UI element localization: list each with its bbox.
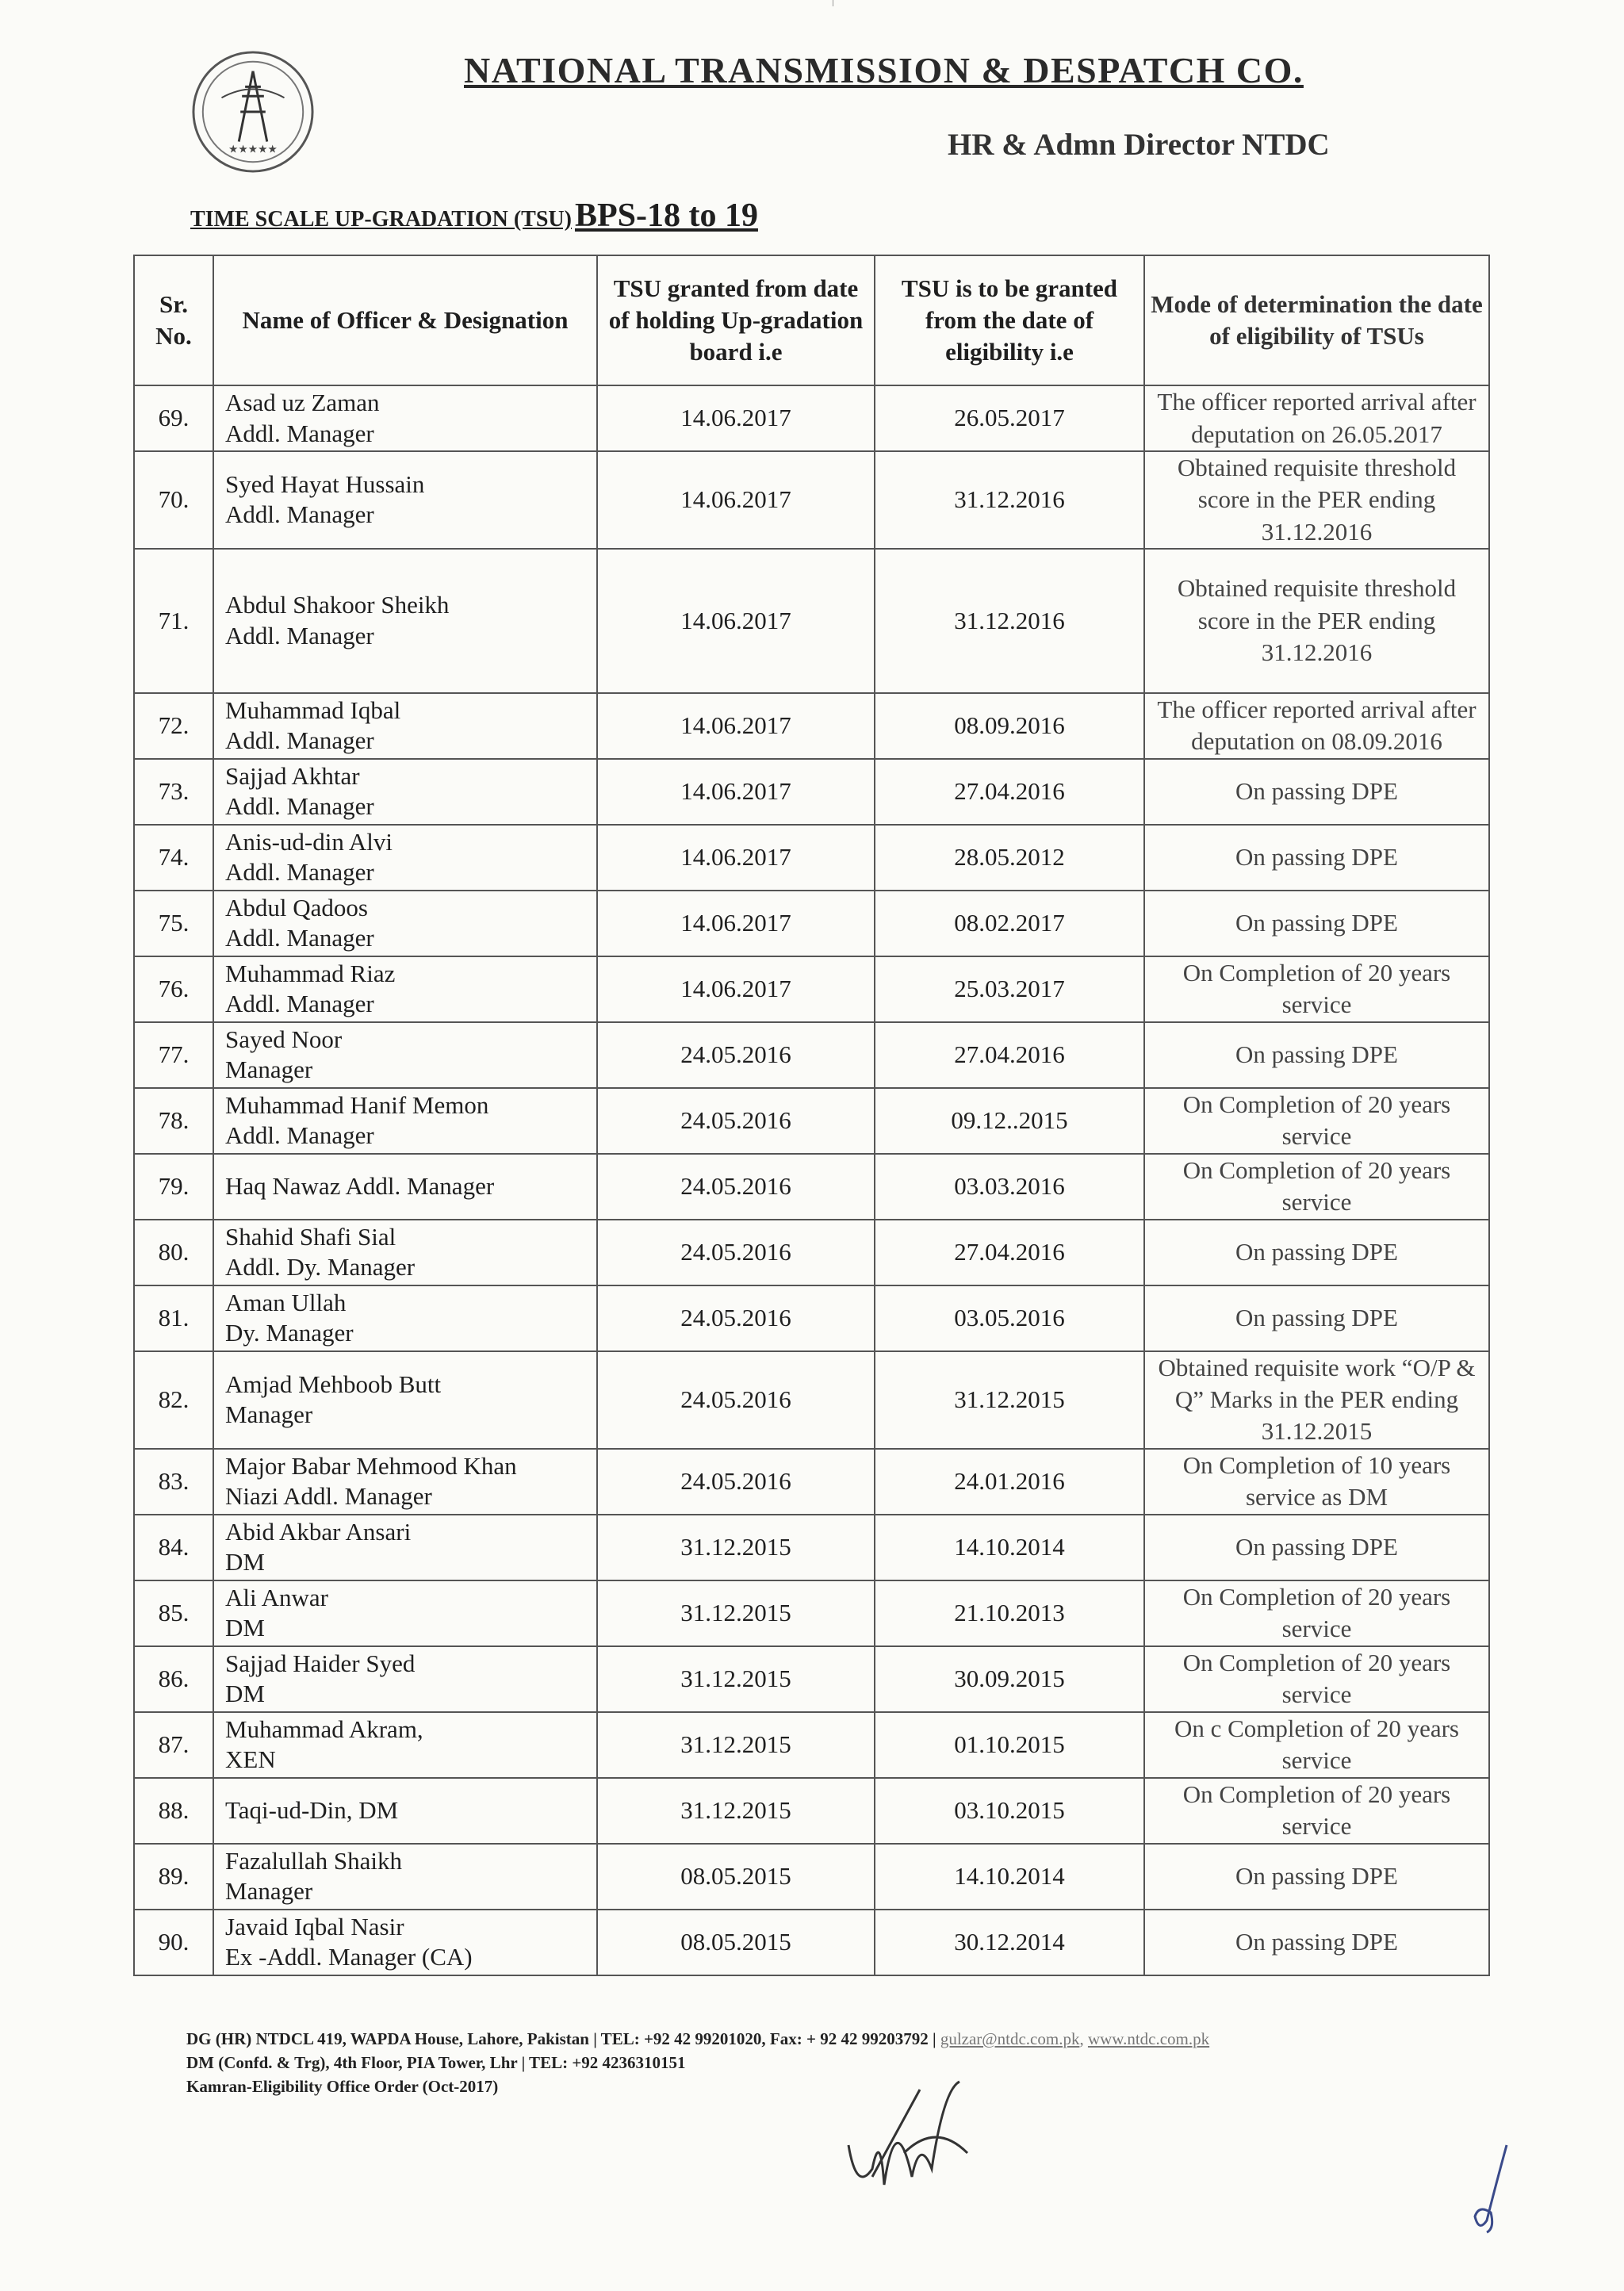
table-row xyxy=(134,385,1489,451)
row-serial: 78. xyxy=(134,1088,213,1154)
officer-designation: Addl. Dy. Manager xyxy=(225,1253,416,1282)
row-date-eligible: 27.04.2016 xyxy=(875,759,1144,825)
row-mode: Obtained requisite work “O/P & Q” Marks in the PER ending 31.12.2015 xyxy=(1144,1351,1489,1449)
officer-name: Sajjad Akhtar xyxy=(225,761,360,790)
row-mode: On passing DPE xyxy=(1144,1515,1489,1580)
row-date-granted: 31.12.2015 xyxy=(597,1778,875,1844)
row-officer-name xyxy=(213,549,597,693)
footer-separator: , xyxy=(1079,2029,1088,2048)
row-date-eligible: 09.12..2015 xyxy=(875,1088,1144,1154)
row-mode: On passing DPE xyxy=(1144,1220,1489,1285)
heading-bps: BPS-18 to 19 xyxy=(574,197,758,234)
row-date-eligible: 08.02.2017 xyxy=(875,891,1144,956)
officer-name: Asad uz Zaman xyxy=(225,388,380,416)
row-mode: On Completion of 20 years service xyxy=(1144,1088,1489,1154)
row-date-granted: 08.05.2015 xyxy=(597,1844,875,1910)
footer-website-link[interactable]: www.ntdc.com.pk xyxy=(1087,2029,1210,2048)
officer-designation: Addl. Manager xyxy=(225,621,374,649)
officer-name: Amjad Mehboob Butt xyxy=(225,1370,442,1398)
row-mode: On Completion of 20 years service xyxy=(1144,956,1489,1022)
row-mode: On c Completion of 20 years service xyxy=(1144,1712,1489,1778)
ntdc-logo-icon xyxy=(190,49,316,174)
table-row xyxy=(134,759,1489,825)
footer-line-2: DM (Confd. & Trg), 4th Floor, PIA Tower, Lhr | TEL: +92 4236310151 xyxy=(186,2052,686,2072)
officer-name: Muhammad Akram, xyxy=(225,1714,423,1743)
row-date-granted: 24.05.2016 xyxy=(597,1449,875,1515)
table-row xyxy=(134,451,1489,549)
officer-designation: Addl. Manager xyxy=(225,419,374,447)
row-date-granted: 31.12.2015 xyxy=(597,1515,875,1580)
row-mode: On Completion of 20 years service xyxy=(1144,1580,1489,1646)
tsu-table xyxy=(133,255,1490,1976)
row-serial: 73. xyxy=(134,759,213,825)
row-date-eligible: 31.12.2015 xyxy=(875,1351,1144,1449)
officer-designation: Addl. Manager xyxy=(225,990,374,1018)
row-date-eligible: 03.05.2016 xyxy=(875,1285,1144,1351)
row-serial: 79. xyxy=(134,1154,213,1220)
row-officer-name xyxy=(213,759,597,825)
row-serial: 84. xyxy=(134,1515,213,1580)
row-date-eligible: 30.09.2015 xyxy=(875,1646,1144,1712)
row-mode: On Completion of 20 years service xyxy=(1144,1646,1489,1712)
row-date-eligible: 21.10.2013 xyxy=(875,1580,1144,1646)
row-officer-name xyxy=(213,693,597,759)
svg-text:★★★★★: ★★★★★ xyxy=(228,143,278,156)
officer-designation: DM xyxy=(225,1680,265,1708)
row-date-eligible: 27.04.2016 xyxy=(875,1022,1144,1088)
row-serial: 87. xyxy=(134,1712,213,1778)
officer-name: Abdul Shakoor Sheikh xyxy=(225,591,450,619)
row-date-eligible: 31.12.2016 xyxy=(875,451,1144,549)
officer-designation: XEN xyxy=(225,1745,276,1774)
row-date-eligible: 03.03.2016 xyxy=(875,1154,1144,1220)
officer-designation: Addl. Manager xyxy=(225,924,374,952)
table-row xyxy=(134,1580,1489,1646)
officer-designation: Manager xyxy=(225,1400,313,1429)
row-officer-name xyxy=(213,1154,597,1220)
row-officer-name xyxy=(213,1712,597,1778)
officer-name: Ali Anwar xyxy=(225,1583,329,1611)
table-row xyxy=(134,1220,1489,1285)
row-officer-name xyxy=(213,1449,597,1515)
officer-name: Sajjad Haider Syed xyxy=(225,1649,416,1677)
table-body xyxy=(134,385,1489,1975)
row-serial: 89. xyxy=(134,1844,213,1910)
officer-designation: Manager xyxy=(225,1055,313,1084)
officer-name: Syed Hayat Hussain xyxy=(225,469,425,498)
row-mode: On passing DPE xyxy=(1144,1844,1489,1910)
signature-icon xyxy=(825,2058,999,2209)
row-mode: On passing DPE xyxy=(1144,891,1489,956)
row-date-granted: 24.05.2016 xyxy=(597,1351,875,1449)
footer-line-3: Kamran-Eligibility Office Order (Oct-2017) xyxy=(186,2076,499,2096)
row-officer-name xyxy=(213,1646,597,1712)
table-row xyxy=(134,1778,1489,1844)
row-serial: 70. xyxy=(134,451,213,549)
table-row xyxy=(134,1022,1489,1088)
row-officer-name xyxy=(213,1088,597,1154)
table-row xyxy=(134,1844,1489,1910)
row-officer-name xyxy=(213,825,597,891)
row-serial: 77. xyxy=(134,1022,213,1088)
table-row xyxy=(134,1154,1489,1220)
row-date-eligible: 26.05.2017 xyxy=(875,385,1144,451)
row-date-eligible: 28.05.2012 xyxy=(875,825,1144,891)
table-row xyxy=(134,1712,1489,1778)
row-serial: 74. xyxy=(134,825,213,891)
row-date-granted: 14.06.2017 xyxy=(597,825,875,891)
row-mode: The officer reported arrival after deputation on 08.09.2016 xyxy=(1144,693,1489,759)
table-row xyxy=(134,1515,1489,1580)
officer-designation: Addl. Manager xyxy=(225,500,374,529)
table-row xyxy=(134,1351,1489,1449)
table-row xyxy=(134,1449,1489,1515)
row-date-granted: 14.06.2017 xyxy=(597,693,875,759)
row-date-granted: 31.12.2015 xyxy=(597,1646,875,1712)
table-row xyxy=(134,693,1489,759)
header-granted: TSU granted from date of holding Up-gradation board i.e xyxy=(597,255,875,385)
row-serial: 86. xyxy=(134,1646,213,1712)
table-row xyxy=(134,1285,1489,1351)
row-officer-name xyxy=(213,1515,597,1580)
footer-line-1 xyxy=(186,2028,1209,2052)
row-date-granted: 14.06.2017 xyxy=(597,451,875,549)
row-officer-name xyxy=(213,451,597,549)
row-serial: 88. xyxy=(134,1778,213,1844)
row-date-eligible: 25.03.2017 xyxy=(875,956,1144,1022)
footer-email-link[interactable]: gulzar@ntdc.com.pk xyxy=(940,2029,1080,2048)
officer-designation: Ex -Addl. Manager (CA) xyxy=(225,1943,473,1971)
officer-designation: Niazi Addl. Manager xyxy=(225,1482,432,1511)
row-officer-name xyxy=(213,385,597,451)
header-mode: Mode of determination the date of eligibility of TSUs xyxy=(1144,255,1489,385)
row-date-granted: 31.12.2015 xyxy=(597,1712,875,1778)
row-date-granted: 14.06.2017 xyxy=(597,385,875,451)
officer-name: Anis-ud-din Alvi xyxy=(225,827,393,856)
row-mode: On Completion of 20 years service xyxy=(1144,1778,1489,1844)
row-serial: 82. xyxy=(134,1351,213,1449)
row-mode: On passing DPE xyxy=(1144,1910,1489,1975)
footer-address-1: DG (HR) NTDCL 419, WAPDA House, Lahore, Pakistan | TEL: +92 42 99201020, Fax: + 92 42 99203792 | xyxy=(186,2029,940,2048)
row-serial: 81. xyxy=(134,1285,213,1351)
table-row xyxy=(134,549,1489,693)
row-mode: On passing DPE xyxy=(1144,825,1489,891)
organization-title: NATIONAL TRANSMISSION & DESPATCH CO. xyxy=(464,50,1304,90)
row-officer-name xyxy=(213,1351,597,1449)
officer-name: Shahid Shafi Sial xyxy=(225,1222,396,1251)
row-mode: On passing DPE xyxy=(1144,759,1489,825)
row-date-granted: 24.05.2016 xyxy=(597,1154,875,1220)
row-serial: 72. xyxy=(134,693,213,759)
row-date-eligible: 24.01.2016 xyxy=(875,1449,1144,1515)
header-sr: Sr. No. xyxy=(134,255,213,385)
officer-name: Abdul Qadoos xyxy=(225,893,368,921)
table-row xyxy=(134,891,1489,956)
row-date-granted: 14.06.2017 xyxy=(597,956,875,1022)
department-subtitle: HR & Admn Director NTDC xyxy=(948,128,1330,162)
row-date-granted: 08.05.2015 xyxy=(597,1910,875,1975)
officer-designation: Addl. Manager xyxy=(225,1121,374,1150)
row-serial: 69. xyxy=(134,385,213,451)
document-heading xyxy=(190,197,758,235)
row-mode: On Completion of 20 years service xyxy=(1144,1154,1489,1220)
row-date-granted: 24.05.2016 xyxy=(597,1220,875,1285)
officer-designation: DM xyxy=(225,1614,265,1642)
row-date-granted: 31.12.2015 xyxy=(597,1580,875,1646)
officer-name: Haq Nawaz Addl. Manager xyxy=(225,1172,495,1201)
table-row xyxy=(134,1088,1489,1154)
officer-designation: Addl. Manager xyxy=(225,726,374,755)
table-row xyxy=(134,1646,1489,1712)
officer-name: Abid Akbar Ansari xyxy=(225,1517,412,1546)
table-row xyxy=(134,1910,1489,1975)
row-date-eligible: 03.10.2015 xyxy=(875,1778,1144,1844)
row-mode: On passing DPE xyxy=(1144,1285,1489,1351)
officer-name: Sayed Noor xyxy=(225,1025,343,1053)
row-mode: On passing DPE xyxy=(1144,1022,1489,1088)
row-date-eligible: 14.10.2014 xyxy=(875,1515,1144,1580)
row-date-eligible: 31.12.2016 xyxy=(875,549,1144,693)
officer-name: Muhammad Iqbal xyxy=(225,695,401,724)
heading-tsu: TIME SCALE UP-GRADATION (TSU) xyxy=(190,207,572,232)
officer-name: Javaid Iqbal Nasir xyxy=(225,1912,404,1940)
row-officer-name xyxy=(213,1580,597,1646)
row-date-granted: 24.05.2016 xyxy=(597,1022,875,1088)
footer xyxy=(186,2028,1209,2098)
row-serial: 71. xyxy=(134,549,213,693)
row-serial: 83. xyxy=(134,1449,213,1515)
officer-designation: DM xyxy=(225,1548,265,1576)
row-date-eligible: 01.10.2015 xyxy=(875,1712,1144,1778)
row-officer-name xyxy=(213,1220,597,1285)
row-mode: Obtained requisite threshold score in the PER ending 31.12.2016 xyxy=(1144,451,1489,549)
row-serial: 85. xyxy=(134,1580,213,1646)
row-date-granted: 24.05.2016 xyxy=(597,1285,875,1351)
row-date-eligible: 30.12.2014 xyxy=(875,1910,1144,1975)
table-row xyxy=(134,825,1489,891)
row-mode: The officer reported arrival after deputation on 26.05.2017 xyxy=(1144,385,1489,451)
officer-name: Muhammad Riaz xyxy=(225,959,396,987)
row-officer-name xyxy=(213,1778,597,1844)
officer-name: Major Babar Mehmood Khan xyxy=(225,1451,517,1480)
row-date-granted: 24.05.2016 xyxy=(597,1088,875,1154)
row-date-eligible: 08.09.2016 xyxy=(875,693,1144,759)
row-date-granted: 14.06.2017 xyxy=(597,759,875,825)
officer-name: Taqi-ud-Din, DM xyxy=(225,1795,399,1824)
row-serial: 76. xyxy=(134,956,213,1022)
officer-designation: Manager xyxy=(225,1877,313,1906)
row-mode: On Completion of 10 years service as DM xyxy=(1144,1449,1489,1515)
row-date-granted: 14.06.2017 xyxy=(597,891,875,956)
officer-designation: Addl. Manager xyxy=(225,858,374,887)
row-date-granted: 14.06.2017 xyxy=(597,549,875,693)
table-row xyxy=(134,956,1489,1022)
row-mode: Obtained requisite threshold score in the PER ending 31.12.2016 xyxy=(1144,549,1489,693)
row-officer-name xyxy=(213,956,597,1022)
officer-name: Muhammad Hanif Memon xyxy=(225,1090,489,1119)
row-serial: 80. xyxy=(134,1220,213,1285)
officer-designation: Dy. Manager xyxy=(225,1319,354,1347)
officer-name: Aman Ullah xyxy=(225,1288,347,1316)
initial-mark-icon xyxy=(1463,2141,1519,2236)
row-date-eligible: 27.04.2016 xyxy=(875,1220,1144,1285)
row-serial: 75. xyxy=(134,891,213,956)
row-serial: 90. xyxy=(134,1910,213,1975)
header-eligible: TSU is to be granted from the date of eligibility i.e xyxy=(875,255,1144,385)
row-officer-name xyxy=(213,1844,597,1910)
table-header-row xyxy=(134,255,1489,385)
row-officer-name xyxy=(213,891,597,956)
row-officer-name xyxy=(213,1285,597,1351)
row-officer-name xyxy=(213,1022,597,1088)
row-date-eligible: 14.10.2014 xyxy=(875,1844,1144,1910)
header-name: Name of Officer & Designation xyxy=(213,255,597,385)
officer-designation: Addl. Manager xyxy=(225,792,374,821)
row-officer-name xyxy=(213,1910,597,1975)
officer-name: Fazalullah Shaikh xyxy=(225,1846,402,1875)
